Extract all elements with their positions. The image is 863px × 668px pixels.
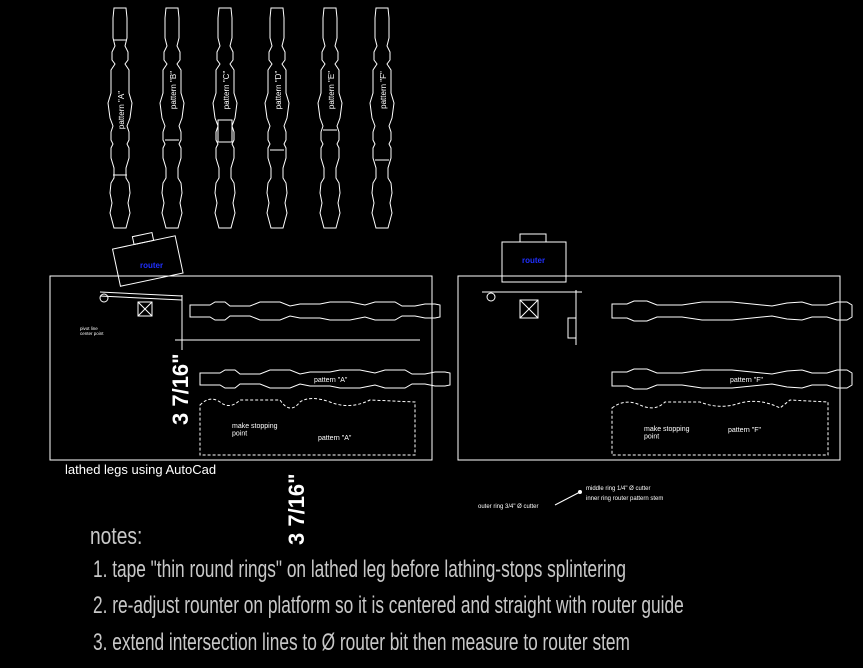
pivot-label: pivot line center point [80,326,104,336]
pattern-label: pattern "F" [379,71,388,109]
leg-pattern-d [265,8,289,228]
middle-ring-callout: middle ring 1/4" Ø cutter [586,486,651,492]
ring-callouts [478,486,663,510]
right-stop-label: make stopping point [644,426,690,441]
note-item-3: 3. extend intersection lines to Ø router bit then measure to router stem [93,629,630,656]
left-dimension: 3 7/16" [168,353,193,425]
pattern-label: pattern "E" [327,70,336,110]
left-router-label: router [140,261,164,270]
notes-heading: notes: [90,523,143,550]
pattern-label: pattern "A" [117,90,126,130]
inner-ring-callout: inner ring router pattern stem [586,496,664,502]
right-panel [458,234,852,460]
note-item-1: 1. tape "thin round rings" on lathed leg before lathing-stops splintering [93,556,626,583]
right-router-label: router [522,256,546,265]
left-stop-label: make stopping point [232,423,278,438]
leg-pattern-c [213,8,237,228]
pattern-label: pattern "D" [274,70,283,110]
leg-pattern-e [318,8,342,228]
left-caption: lathed legs using AutoCad [65,462,217,477]
left-panel [50,228,450,477]
left-bottom-pattern-label: pattern "A" [318,435,352,442]
pattern-label: pattern "C" [222,70,231,110]
left-pattern-label: pattern "A" [314,377,348,384]
outer-ring-callout: outer ring 3/4" Ø cutter [478,504,539,510]
leg-pattern-b [160,8,184,228]
pattern-label: pattern "B" [169,70,178,110]
note-item-2: 2. re-adjust rounter on platform so it is centered and straight with router guide [93,592,684,619]
leg-pattern-f [370,8,394,228]
lower-dimension: 3 7/16" [284,473,309,545]
right-pattern-label: pattern "F" [730,377,763,384]
right-bottom-pattern-label: pattern "F" [728,427,761,434]
